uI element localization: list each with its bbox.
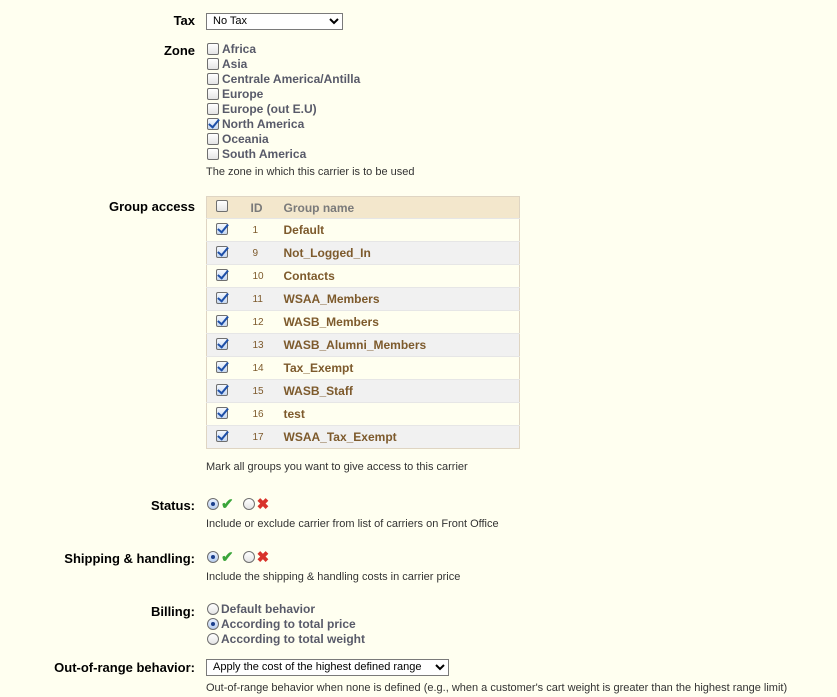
zone-checkbox-list — [206, 41, 360, 161]
billing-label: Billing: — [150, 604, 195, 619]
table-row — [207, 426, 520, 449]
zone-option[interactable] — [206, 101, 360, 116]
group-id: 1 — [241, 219, 277, 242]
group-checkbox-cell — [207, 380, 241, 403]
shipping-toggle — [206, 549, 269, 565]
group-checkbox[interactable] — [216, 361, 228, 373]
out-of-range-select[interactable] — [206, 659, 449, 676]
table-row — [207, 265, 520, 288]
table-row — [207, 219, 520, 242]
group-name: Tax_Exempt — [277, 357, 520, 380]
group-id: 11 — [241, 288, 277, 311]
group-checkbox-cell — [207, 242, 241, 265]
group-checkbox[interactable] — [216, 384, 228, 396]
cross-icon: ✖ — [256, 548, 270, 566]
group-id: 13 — [241, 334, 277, 357]
billing-radio[interactable] — [207, 603, 219, 615]
group-name: WASB_Members — [277, 311, 520, 334]
group-checkbox-cell — [207, 288, 241, 311]
group-checkbox[interactable] — [216, 315, 228, 327]
group-id: 12 — [241, 311, 277, 334]
zone-option-label: Oceania — [222, 131, 269, 146]
billing-option-label: According to total weight — [221, 631, 365, 646]
zone-option-label: North America — [222, 116, 305, 131]
table-row — [207, 311, 520, 334]
group-checkbox-cell — [207, 357, 241, 380]
group-name: Default — [277, 219, 520, 242]
check-icon: ✔ — [221, 495, 234, 513]
group-checkbox-cell — [207, 311, 241, 334]
zone-option[interactable] — [206, 56, 360, 71]
select-all-header — [207, 197, 241, 219]
zone-option-label: South America — [222, 146, 307, 161]
table-row — [207, 242, 520, 265]
shipping-disabled-radio[interactable] — [243, 551, 255, 563]
zone-checkbox[interactable] — [207, 58, 219, 70]
group-id: 9 — [241, 242, 277, 265]
group-id: 14 — [241, 357, 277, 380]
group-access-label: Group access — [109, 199, 195, 214]
zone-checkbox[interactable] — [207, 118, 219, 130]
select-all-checkbox[interactable] — [216, 200, 228, 212]
billing-option[interactable] — [206, 631, 365, 646]
zone-label: Zone — [163, 43, 195, 58]
status-toggle — [206, 496, 269, 512]
group-id: 17 — [241, 426, 277, 449]
group-checkbox[interactable] — [216, 223, 228, 235]
group-checkbox-cell — [207, 334, 241, 357]
group-checkbox-cell — [207, 426, 241, 449]
zone-checkbox[interactable] — [207, 43, 219, 55]
billing-radio-list — [206, 601, 365, 646]
column-header-id: ID — [241, 197, 277, 219]
zone-checkbox[interactable] — [207, 103, 219, 115]
cross-icon: ✖ — [256, 495, 270, 513]
group-name: Contacts — [277, 265, 520, 288]
tax-select[interactable] — [206, 13, 343, 30]
zone-option[interactable] — [206, 131, 360, 146]
group-checkbox[interactable] — [216, 430, 228, 442]
group-name: test — [277, 403, 520, 426]
column-header-group-name: Group name — [277, 197, 520, 219]
group-checkbox-cell — [207, 403, 241, 426]
zone-option-label: Asia — [222, 56, 248, 71]
group-checkbox[interactable] — [216, 292, 228, 304]
shipping-enabled-radio[interactable] — [207, 551, 219, 563]
group-name: WASB_Staff — [277, 380, 520, 403]
group-id: 16 — [241, 403, 277, 426]
group-checkbox[interactable] — [216, 269, 228, 281]
check-icon: ✔ — [221, 548, 234, 566]
zone-option[interactable] — [206, 86, 360, 101]
zone-option[interactable] — [206, 71, 360, 86]
out-of-range-hint: Out-of-range behavior when none is defined (e.g., when a customer's cart weight is greater than the highest range limit) — [206, 682, 788, 694]
group-name: Not_Logged_In — [277, 242, 520, 265]
billing-option[interactable] — [206, 601, 365, 616]
zone-option-label: Europe — [222, 86, 264, 101]
status-enabled-radio[interactable] — [207, 498, 219, 510]
status-disabled-radio[interactable] — [243, 498, 255, 510]
billing-radio[interactable] — [207, 618, 219, 630]
group-name: WASB_Alumni_Members — [277, 334, 520, 357]
tax-label: Tax — [173, 13, 195, 28]
group-id: 10 — [241, 265, 277, 288]
zone-checkbox[interactable] — [207, 148, 219, 160]
table-row — [207, 357, 520, 380]
shipping-hint: Include the shipping & handling costs in carrier price — [206, 571, 461, 583]
shipping-label: Shipping & handling: — [64, 551, 195, 566]
zone-option[interactable] — [206, 41, 360, 56]
zone-option-label: Centrale America/Antilla — [222, 71, 361, 86]
zone-checkbox[interactable] — [207, 73, 219, 85]
group-checkbox[interactable] — [216, 407, 228, 419]
table-row — [207, 288, 520, 311]
billing-option-label: Default behavior — [221, 601, 316, 616]
group-name: WSAA_Members — [277, 288, 520, 311]
zone-checkbox[interactable] — [207, 88, 219, 100]
billing-option-label: According to total price — [221, 616, 356, 631]
table-row — [207, 334, 520, 357]
group-id: 15 — [241, 380, 277, 403]
zone-option-label: Europe (out E.U) — [222, 101, 317, 116]
out-of-range-label: Out-of-range behavior: — [54, 660, 195, 675]
group-access-hint: Mark all groups you want to give access to this carrier — [206, 461, 468, 473]
status-hint: Include or exclude carrier from list of carriers on Front Office — [206, 518, 499, 530]
group-checkbox-cell — [207, 219, 241, 242]
billing-radio[interactable] — [207, 633, 219, 645]
zone-hint: The zone in which this carrier is to be used — [206, 166, 415, 178]
group-access-table — [206, 196, 520, 449]
zone-option[interactable] — [206, 146, 360, 161]
zone-option-label: Africa — [222, 41, 257, 56]
group-checkbox[interactable] — [216, 338, 228, 350]
status-label: Status: — [150, 498, 195, 513]
group-name: WSAA_Tax_Exempt — [277, 426, 520, 449]
table-row — [207, 380, 520, 403]
zone-option[interactable] — [206, 116, 360, 131]
zone-checkbox[interactable] — [207, 133, 219, 145]
billing-option[interactable] — [206, 616, 365, 631]
table-row — [207, 403, 520, 426]
group-checkbox[interactable] — [216, 246, 228, 258]
group-checkbox-cell — [207, 265, 241, 288]
